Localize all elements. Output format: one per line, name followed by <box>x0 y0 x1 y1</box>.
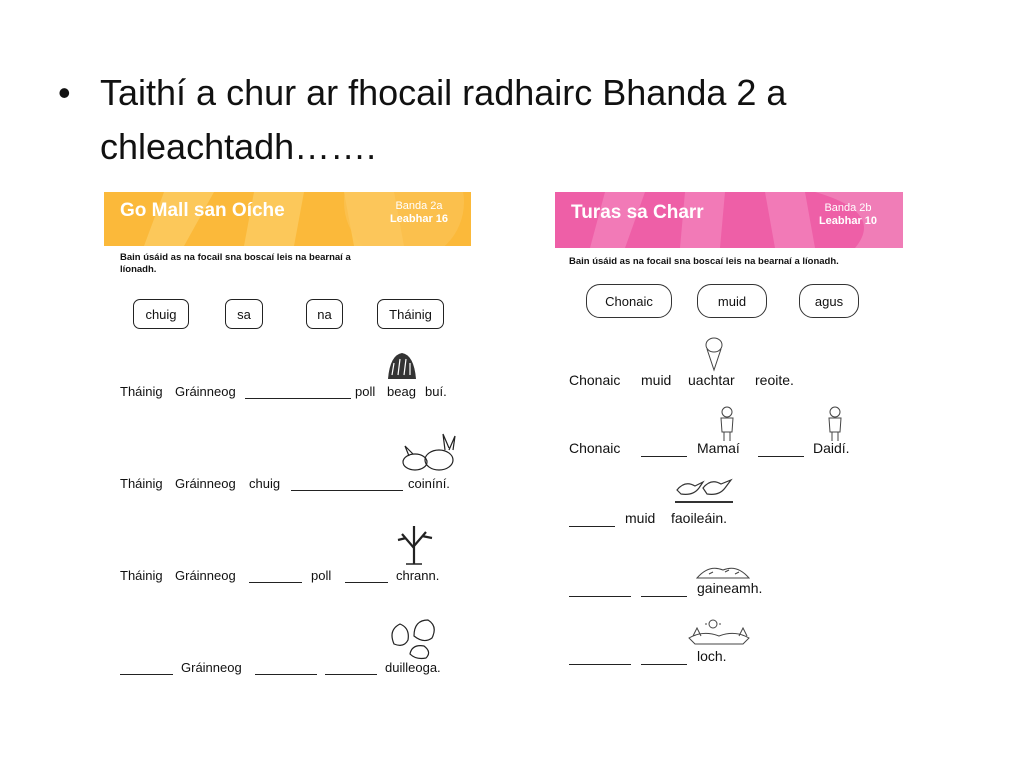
sentence-b3-word: muid <box>625 510 656 526</box>
bullet-dot: • <box>58 72 71 113</box>
worksheet-b-banner <box>555 192 903 248</box>
sentence-b1-word: uachtar <box>688 372 735 388</box>
blank-line <box>325 674 377 675</box>
worksheet-a-book-info <box>374 200 464 226</box>
blank-line <box>120 674 173 675</box>
sentence-a3-word: chrann. <box>396 568 440 583</box>
worksheet-a <box>104 192 474 692</box>
sentence-a1-word: beag <box>387 384 416 399</box>
worksheet-a-instruction <box>120 252 430 276</box>
lake-icon <box>687 618 751 646</box>
sentence-b5-word: loch. <box>697 648 727 664</box>
sentence-b1-word: Chonaic <box>569 372 621 388</box>
worksheet-a-band: Banda 2a <box>395 200 443 212</box>
blank-line <box>641 456 687 457</box>
blank-line <box>569 596 631 597</box>
leaves-icon <box>384 614 444 660</box>
worksheet-b-book: Leabhar 10 <box>818 215 878 227</box>
worksheet-b-band: Banda 2b <box>824 202 872 214</box>
sentence-b2-word: Chonaic <box>569 440 621 456</box>
sentence-b2-word: Mamaí <box>697 440 740 456</box>
sentence-a4-word: duilleoga. <box>385 660 441 675</box>
sentence-b1-word: reoite. <box>755 372 794 388</box>
blank-line <box>569 664 631 665</box>
sentence-a2-word: Gráinneog <box>175 476 236 491</box>
sand-icon <box>695 560 751 582</box>
worksheet-b-book-info <box>803 202 893 228</box>
people-icon <box>715 406 855 442</box>
sentence-a2-word: coiníní. <box>408 476 450 491</box>
sentence-a1-word: poll <box>355 384 376 399</box>
rabbits-icon <box>399 432 459 474</box>
blank-line <box>345 582 388 583</box>
sentence-b4-word: gaineamh. <box>697 580 763 596</box>
sentence-a2-word: Tháinig <box>120 476 163 491</box>
blank-line <box>291 490 403 491</box>
worksheet-a-banner <box>104 192 471 246</box>
sentence-b2-word: Daidí. <box>813 440 850 456</box>
word-box-muid: muid <box>697 284 767 318</box>
worksheet-b-instruction: Bain úsáid as na focail sna boscaí leis na bearnaí a líonadh. <box>569 256 839 267</box>
worksheet-a-title: Go Mall san Oíche <box>120 200 285 221</box>
sentence-a1-word: buí. <box>425 384 447 399</box>
blank-line <box>249 582 302 583</box>
sentence-b3-word: faoileáin. <box>671 510 728 526</box>
sentence-b1-word: muid <box>641 372 672 388</box>
tree-icon <box>392 522 436 566</box>
bullet-line-2: chleachtadh……. <box>100 126 377 167</box>
worksheet-a-book: Leabhar 16 <box>389 213 449 225</box>
blank-line <box>569 526 615 527</box>
word-box-sa: sa <box>225 299 263 329</box>
instruction-line-2: líonadh. <box>120 264 157 275</box>
bullet-line-1: Taithí a chur ar fhocail radhairc Bhanda 2 a <box>100 72 787 113</box>
instruction-line-1: Bain úsáid as na focail sna boscaí leis na bearnaí a <box>120 252 351 263</box>
blank-line <box>641 596 687 597</box>
word-box-na: na <box>306 299 343 329</box>
word-box-chonaic: Chonaic <box>586 284 672 318</box>
blank-line <box>641 664 687 665</box>
blank-line <box>245 398 351 399</box>
word-box-chuig: chuig <box>133 299 189 329</box>
blank-line <box>255 674 317 675</box>
ice-cream-icon <box>703 336 725 372</box>
word-box-thainig: Tháinig <box>377 299 444 329</box>
word-box-agus: agus <box>799 284 859 318</box>
blank-line <box>758 456 804 457</box>
sentence-a2-word: chuig <box>249 476 281 491</box>
hedgehog-icon <box>384 349 418 383</box>
worksheet-b <box>555 192 905 682</box>
slide-bullet-text <box>58 66 958 174</box>
sentence-a3-word: poll <box>311 568 332 583</box>
sentence-a1-word: Gráinneog <box>175 384 236 399</box>
worksheet-b-title: Turas sa Charr <box>571 202 704 223</box>
sentence-a1-word: Tháinig <box>120 384 163 399</box>
sentence-a3-word: Gráinneog <box>175 568 236 583</box>
sentence-a3-word: Tháinig <box>120 568 163 583</box>
seagulls-icon <box>673 470 735 506</box>
sentence-a4-word: Gráinneog <box>181 660 242 675</box>
